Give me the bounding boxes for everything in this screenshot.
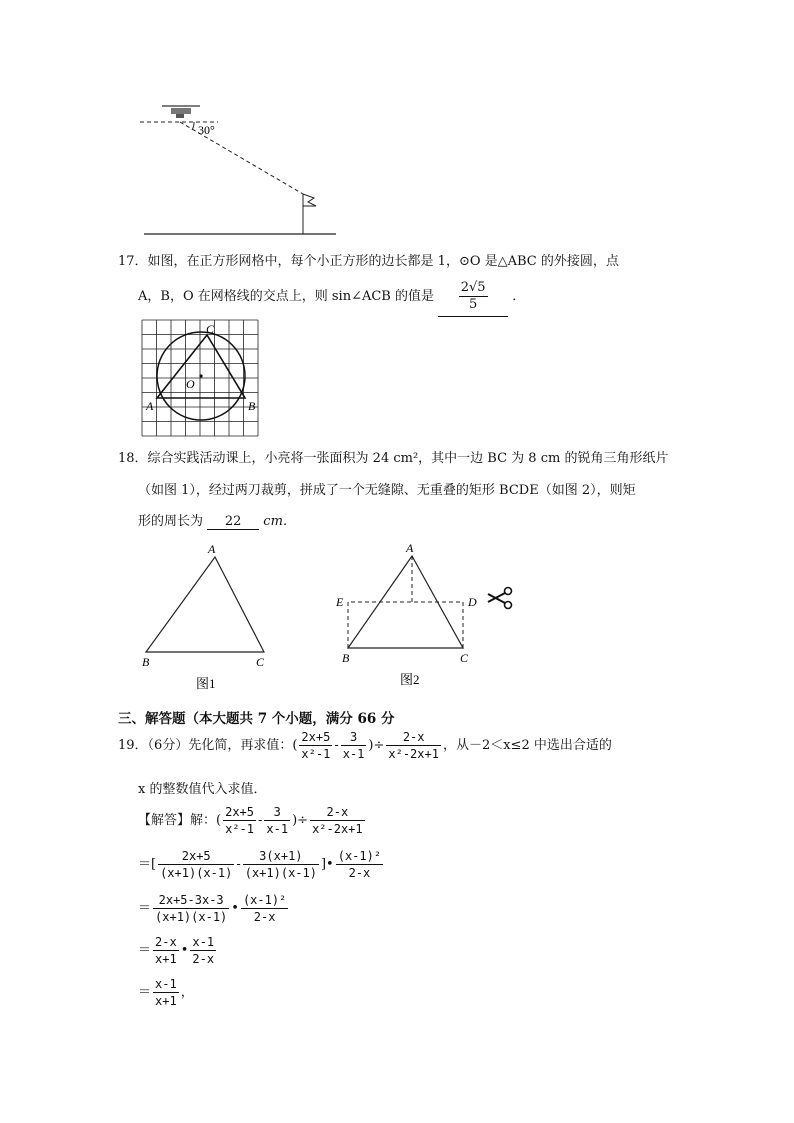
q19-solution-step2: ＝ $\frac{2x+5-3x-3}{(x+1)(x-1)}$ • $\frac{\text{(x-1)²}}{2-x}$ — [138, 893, 287, 924]
q19-f1-num: 2x+5 — [301, 730, 331, 744]
s3b-num: x-1 — [192, 935, 215, 949]
sol-f2-den: x-1 — [266, 822, 289, 836]
s3b-den: 2-x — [192, 952, 215, 966]
s4-tail: ， — [180, 985, 194, 1000]
angle-label: 30° — [198, 123, 215, 137]
fig2-label-a: A — [406, 541, 414, 555]
q18-line3 — [138, 510, 296, 530]
section-title: 三、解答题（本大题共 7 个小题，满分 66 分 — [118, 711, 395, 727]
label-b: B — [248, 399, 256, 413]
q18-line2: （如图 1），经过两刀裁剪，拼成了一个无缝隙、无重叠的矩形 BCDE（如图 2），则矩 — [138, 483, 636, 498]
flag-icon — [303, 194, 316, 234]
q19-solution-step3: ＝ $\frac{2-x}{x+1}$ • $\frac{x-1}{2-x}$ — [138, 935, 215, 966]
fig1-caption: 图1 — [196, 676, 216, 691]
center-point — [199, 374, 202, 377]
s1-den: (x+1)(x-1) — [160, 866, 233, 880]
q17-answer-blank — [438, 278, 508, 317]
q18-unit: cm． — [263, 514, 296, 529]
q17-line2-end: ． — [512, 289, 526, 304]
grid-circle-figure — [140, 318, 262, 438]
s1-num: 2x+5 — [158, 848, 234, 865]
sol-f1-den: x²-1 — [225, 822, 254, 836]
fig1-label-a: A — [208, 542, 216, 556]
triangle-fig1 — [146, 557, 264, 652]
q17-answer-num: 2√5 — [460, 280, 486, 295]
fig1-label-b: B — [142, 655, 150, 669]
s4-num: x-1 — [155, 977, 177, 991]
drone-icon — [162, 106, 200, 118]
s2-num: 2x+5-3x-3 — [153, 892, 229, 909]
q18-line3-text: 形的周长为 — [138, 514, 204, 529]
rectangle-bcde — [348, 602, 463, 648]
s3a-den: x+1 — [155, 952, 177, 966]
q17-line1: 17．如图，在正方形网格中，每个小正方形的边长都是 1，⊙O 是△ABC 的外接圆，点 — [118, 254, 619, 269]
s2-den: (x+1)(x-1) — [155, 910, 228, 924]
q19-solution-step1: ＝[ $\frac{2x+5}{(x+1)(x-1)}$ - $\frac{3(x+1)}{(x+1)(x-1)}$ ]• $\frac{\text{(x-1)²}}{2-x}$ — [138, 849, 382, 880]
label-a: A — [146, 399, 154, 413]
s2b-den: 2-x — [253, 910, 276, 924]
scissors-icon — [488, 588, 512, 609]
q17-line2 — [138, 278, 525, 317]
q19-f1-den: x²-1 — [301, 747, 331, 761]
q19-tail: ，从－2＜x≤2 中选出合适的 — [442, 738, 612, 753]
s4-den: x+1 — [155, 994, 177, 1008]
fig2-label-e: E — [336, 595, 344, 609]
q19-f3-num: 2-x — [386, 729, 441, 746]
q19-line2: x 的整数值代入求值． — [138, 782, 267, 797]
s1c-den: 2-x — [348, 866, 371, 880]
fig1-label-c: C — [256, 655, 265, 669]
sol-f2-num: 3 — [264, 804, 290, 821]
s1b-den: (x+1)(x-1) — [244, 866, 317, 880]
solution-label: 【解答】解： — [138, 813, 217, 828]
figure-2 — [330, 538, 520, 690]
label-c: C — [206, 322, 215, 336]
fig2-label-c: C — [460, 651, 469, 665]
s1b-num: 3(x+1) — [243, 848, 319, 865]
s1c-num: (x-1)² — [337, 849, 382, 863]
q19-f2-num: 3 — [341, 729, 367, 746]
q18-answer: 22 — [207, 514, 259, 530]
drone-flag-figure — [138, 98, 338, 238]
q19-prefix: 19．（6分）先化简，再求值： — [118, 738, 293, 753]
s2b-num: (x-1)² — [242, 893, 287, 907]
q19-f3-den: x²-2x+1 — [388, 747, 439, 761]
q19-line1: 19．（6分）先化简，再求值：( $\frac{2x+5}{\text{x²-1}}$ - $\frac{3}{x-1}$ )÷ $\frac{2-x}{\text{x²-2x+1}}$ ，从－2＜x≤2 中选出合适的 — [118, 730, 612, 761]
q19-solution-step4: ＝ $\frac{x-1}{x+1}$ ， — [138, 977, 194, 1008]
figure-1 — [138, 538, 278, 698]
sol-f3-den: x²-2x+1 — [312, 822, 363, 836]
fig2-caption: 图2 — [400, 672, 420, 687]
q19-solution-step0: 【解答】解：( $\frac{2x+5}{\text{x²-1}}$ - $\frac{3}{x-1}$ )÷ $\frac{2-x}{\text{x²-2x+1}}$ — [138, 805, 363, 836]
fig2-label-d: D — [468, 595, 477, 609]
q18-line1: 18．综合实践活动课上，小亮将一张面积为 24 cm²，其中一边 BC 为 8 cm 的锐角三角形纸片 — [118, 451, 669, 466]
q19-f2-den: x-1 — [342, 747, 365, 761]
q17-answer-den: 5 — [468, 297, 478, 312]
square-grid — [142, 320, 258, 436]
label-o: O — [186, 377, 195, 391]
q17-line2-text: A，B，O 在网格线的交点上，则 sin∠ACB 的值是 — [138, 289, 434, 304]
sol-f3-num: 2-x — [310, 804, 365, 821]
fig2-label-b: B — [342, 651, 350, 665]
s3a-num: 2-x — [155, 935, 177, 949]
sol-f1-num: 2x+5 — [225, 805, 254, 819]
